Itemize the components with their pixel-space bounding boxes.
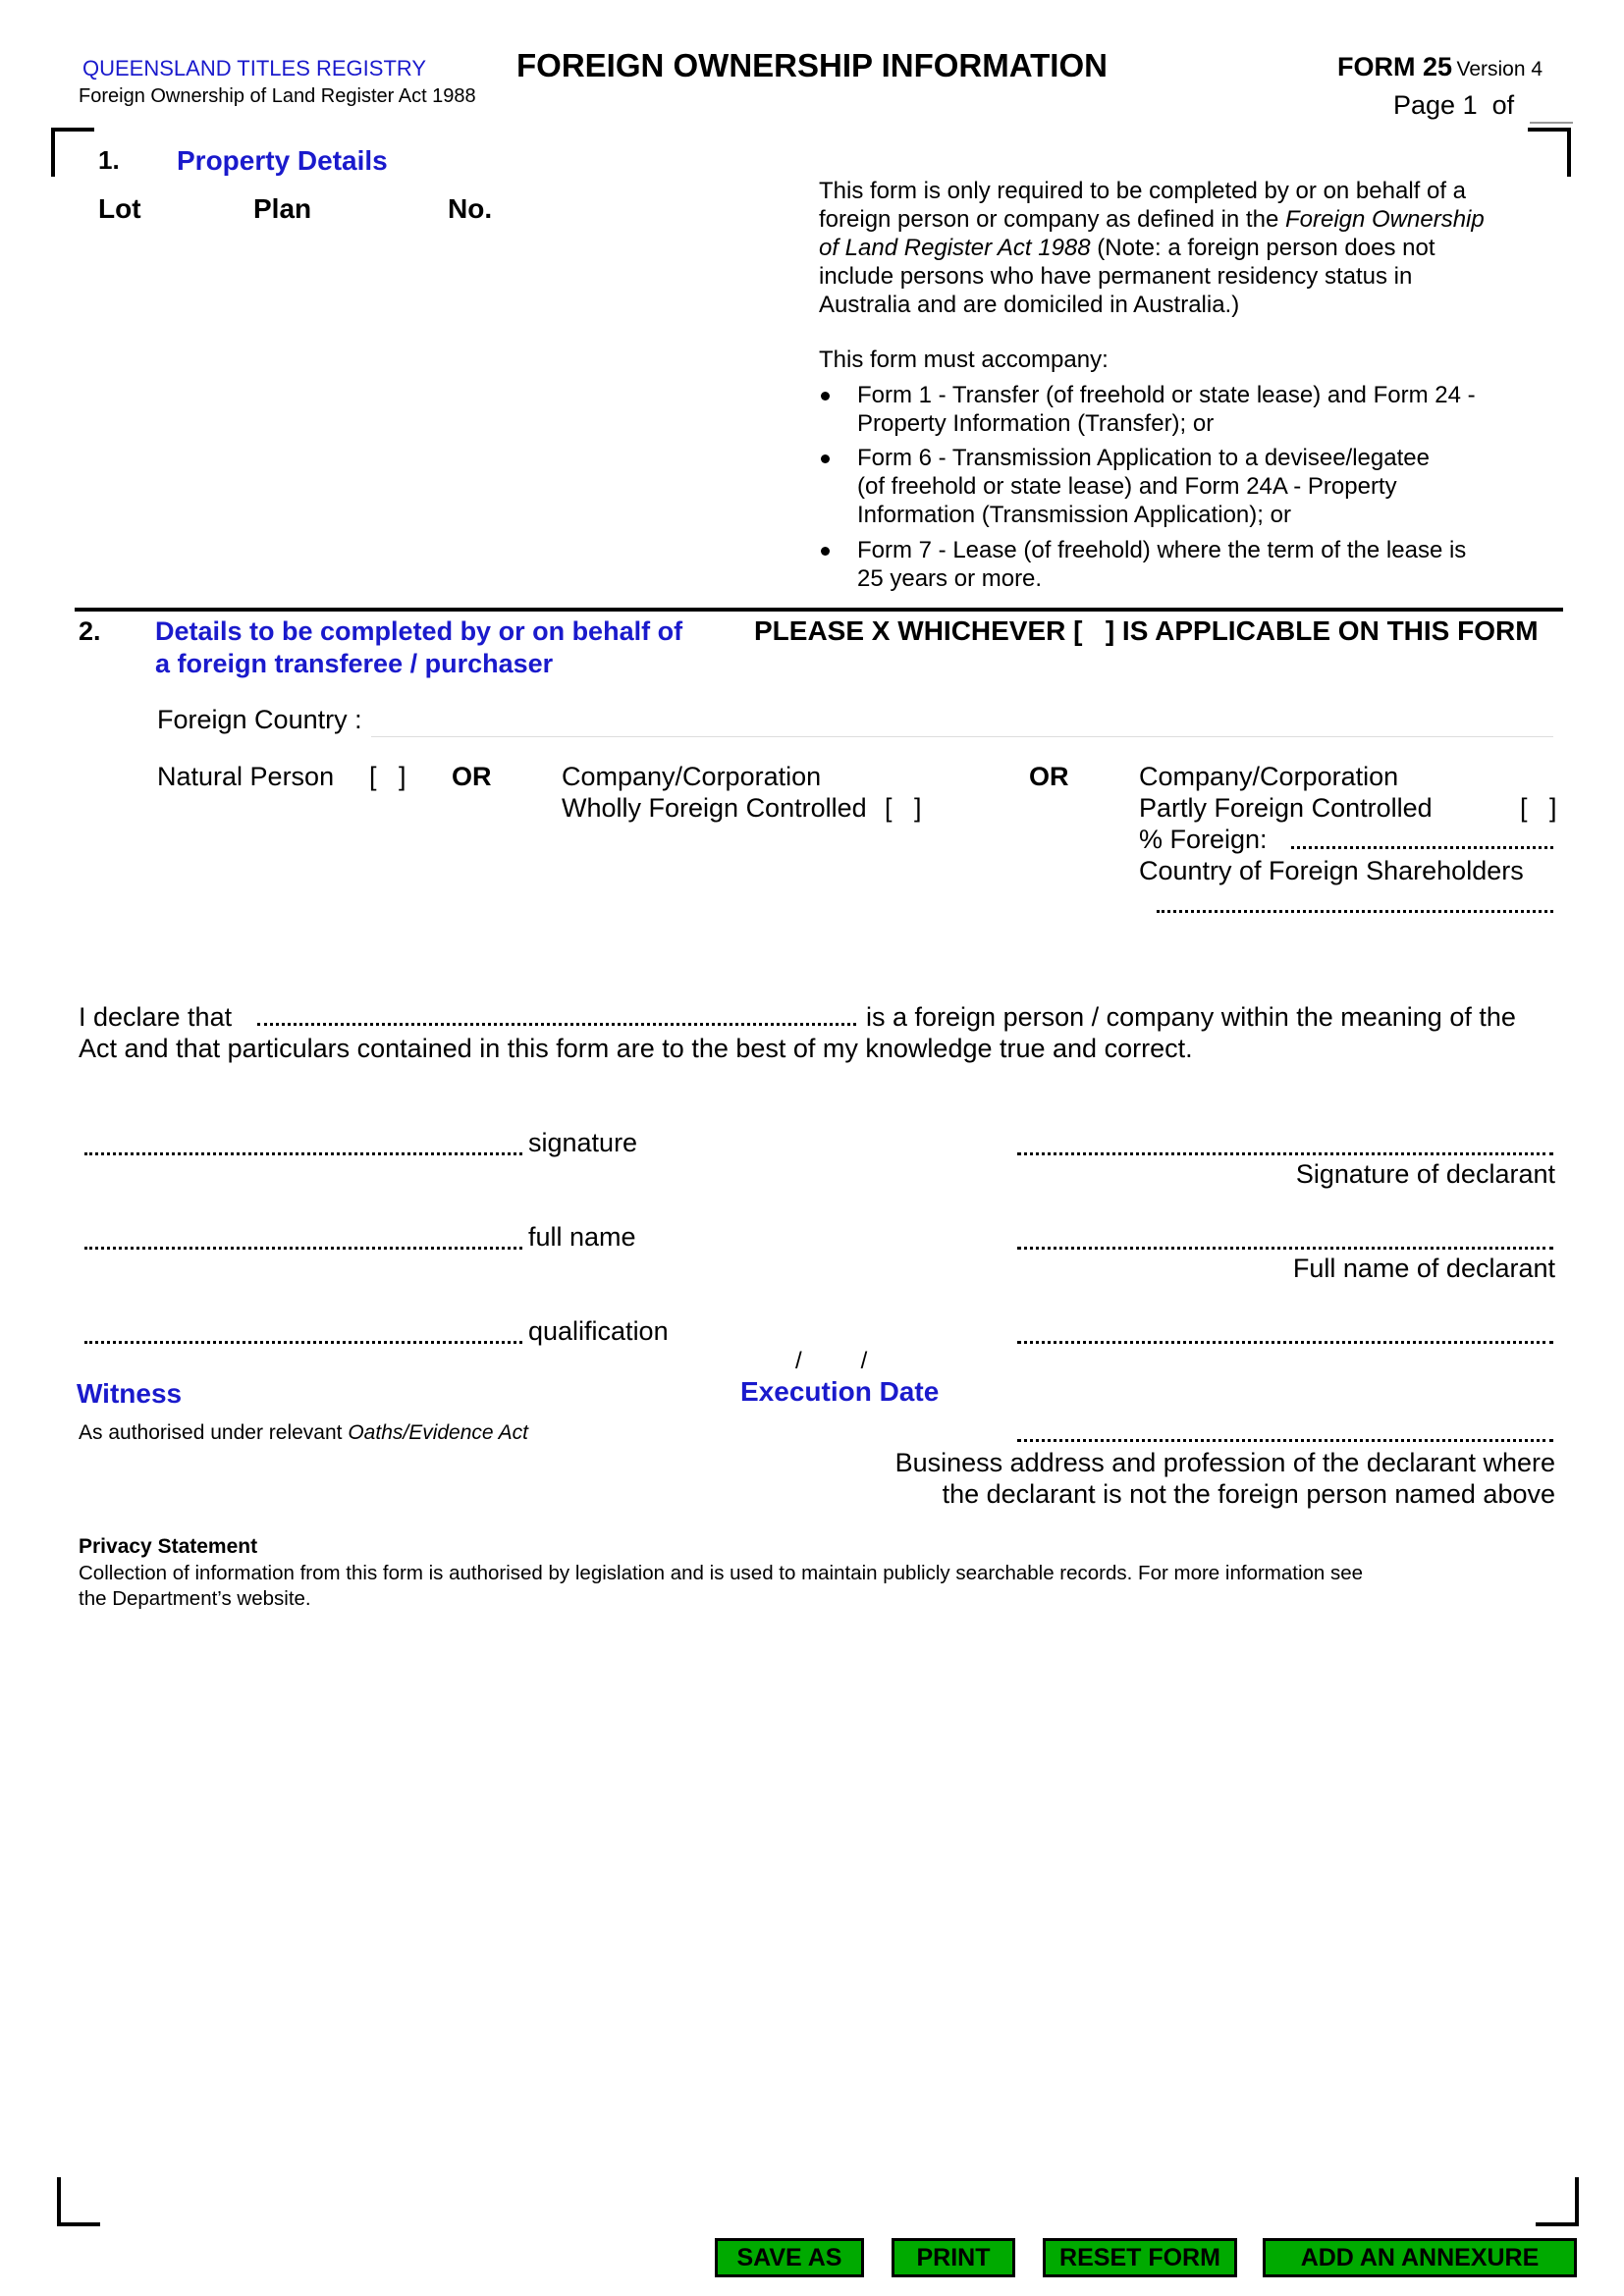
business-address-label (895, 1447, 1555, 1510)
or-label: OR (452, 762, 492, 791)
business-address-input[interactable] (1017, 1313, 1557, 1345)
intro-text-part: (Note: a foreign person does not (1090, 235, 1435, 261)
bullet-icon (821, 547, 830, 556)
intro-line: include persons who have permanent residency status in (819, 263, 1413, 290)
section1-number: 1. (98, 145, 120, 175)
declare-line2: Act and that particulars contained in this form are to the best of my knowledge true and correct. (79, 1034, 1193, 1063)
percent-foreign-label: % Foreign: (1139, 825, 1268, 854)
section2-heading (155, 615, 682, 680)
section2-heading-line: a foreign transferee / purchaser (155, 649, 554, 678)
execution-date-heading: Execution Date (740, 1376, 940, 1407)
authorised-note (79, 1421, 528, 1445)
natural-person-checkbox[interactable]: [ ] (369, 762, 406, 791)
reset-form-button[interactable]: RESET FORM (1043, 2238, 1237, 2277)
selection-instruction: PLEASE X WHICHEVER [ ] IS APPLICABLE ON THIS FORM (754, 615, 1539, 646)
page-number: 1 (1462, 90, 1478, 120)
intro-text-part: foreign person or company as defined in the (819, 206, 1285, 233)
execution-day-input[interactable] (746, 1349, 795, 1378)
act-reference: Foreign Ownership (1284, 206, 1485, 233)
authorised-text: As authorised under relevant (79, 1421, 349, 1444)
intro-text (819, 177, 1536, 319)
company-wholly-label (562, 761, 867, 824)
list-item-line: 25 years or more. (857, 565, 1043, 592)
corner-mark-top-left (51, 128, 94, 177)
list-item-line: Form 1 - Transfer (of freehold or state lease) and Form 24 - (857, 382, 1476, 408)
registry-name: QUEENSLAND TITLES REGISTRY (82, 56, 427, 80)
act-name: Foreign Ownership of Land Register Act 1988 (79, 85, 476, 107)
percent-foreign-input[interactable] (1291, 821, 1557, 852)
company-label: Company/Corporation (562, 762, 822, 791)
declarant-signature-line (1017, 1152, 1553, 1155)
full-name-declarant-label: Full name of declarant (1292, 1254, 1555, 1283)
witness-heading: Witness (77, 1378, 183, 1409)
accompany-label: This form must accompany: (819, 347, 1109, 373)
corner-mark-top-right (1528, 128, 1571, 177)
business-address-label-line: Business address and profession of the declarant where (894, 1448, 1555, 1477)
execution-month-input[interactable] (815, 1349, 868, 1378)
section1-heading: Property Details (177, 145, 388, 176)
intro-line: This form is only required to be completed by or on behalf of a (819, 178, 1467, 204)
privacy-line: the Department’s website. (79, 1587, 311, 1610)
list-item (857, 536, 1525, 593)
privacy-line: Collection of information from this form is authorised by legislation and is used to maintain publicly searchable records. For more information see (79, 1562, 1364, 1584)
partly-foreign-label: Partly Foreign Controlled (1139, 793, 1433, 823)
bullet-icon (821, 454, 830, 463)
wholly-foreign-label (562, 792, 867, 824)
foreign-country-label: Foreign Country : (157, 705, 362, 734)
execution-year-input[interactable] (876, 1349, 948, 1378)
corner-mark-bottom-right (1536, 2177, 1579, 2226)
column-plan: Plan (253, 193, 312, 224)
list-item-line: Information (Transmission Application); or (857, 502, 1291, 528)
page-label: Page (1393, 90, 1456, 120)
declared-person-input[interactable] (257, 995, 860, 1027)
list-item-line: Property Information (Transfer); or (857, 410, 1215, 437)
full-name-label: full name (528, 1222, 636, 1252)
foreign-country-input[interactable] (371, 699, 1553, 737)
form-label: FORM 25 (1337, 52, 1453, 81)
print-button[interactable]: PRINT (892, 2238, 1015, 2277)
list-item-line: (of freehold or state lease) and Form 24A - Property (857, 473, 1397, 500)
business-profession-input[interactable] (1017, 1412, 1557, 1443)
page-total-input[interactable] (1530, 90, 1573, 124)
qualification-label: qualification (528, 1316, 669, 1346)
declare-suffix: is a foreign person / company within the meaning of the (866, 1002, 1516, 1032)
page-title: FOREIGN OWNERSHIP INFORMATION (516, 47, 1108, 83)
intro-line (819, 234, 1536, 262)
lot-input[interactable] (98, 236, 240, 273)
signature-label: signature (528, 1128, 638, 1157)
section2-heading-line: Details to be completed by or on behalf of (155, 616, 683, 646)
section-divider (75, 608, 1563, 612)
wholly-foreign-checkbox[interactable]: [ ] (885, 793, 922, 823)
of-label: of (1491, 90, 1515, 120)
form-version: Version 4 (1456, 58, 1543, 80)
page-indicator (1393, 90, 1514, 121)
partly-foreign-checkbox[interactable]: [ ] (1520, 793, 1557, 823)
add-annexure-button[interactable]: ADD AN ANNEXURE (1263, 2238, 1577, 2277)
list-item (857, 381, 1525, 438)
list-item (857, 444, 1525, 529)
save-as-button[interactable]: SAVE AS (715, 2238, 864, 2277)
act-reference: Oaths/Evidence Act (348, 1421, 528, 1444)
act-reference: of Land Register Act 1988 (819, 235, 1091, 261)
declarant-full-name-input[interactable] (1017, 1219, 1557, 1251)
witness-full-name-input[interactable] (84, 1219, 526, 1251)
witness-qualification-input[interactable] (84, 1313, 526, 1345)
corner-mark-bottom-left (57, 2177, 100, 2226)
form-number (1337, 52, 1543, 82)
privacy-text (79, 1561, 1551, 1612)
column-lot: Lot (98, 193, 141, 224)
country-shareholders-label: Country of Foreign Shareholders (1139, 856, 1524, 885)
or-label: OR (1029, 762, 1069, 791)
number-input[interactable] (448, 236, 785, 273)
company-label: Company/Corporation (1139, 762, 1399, 791)
shareholders-country-input[interactable] (1157, 883, 1557, 915)
intro-line: Australia and are domiciled in Australia.) (819, 292, 1240, 318)
witness-signature-line (84, 1152, 522, 1155)
date-separator: / / (795, 1348, 868, 1374)
declare-prefix: I declare that (79, 1002, 233, 1032)
signature-declarant-label: Signature of declarant (1295, 1159, 1555, 1189)
wholly-foreign-text: Wholly Foreign Controlled (562, 793, 867, 823)
plan-input[interactable] (253, 236, 434, 273)
column-no: No. (448, 193, 493, 224)
section2-number: 2. (79, 616, 101, 646)
list-item-line: Form 7 - Lease (of freehold) where the term of the lease is (857, 537, 1467, 563)
privacy-heading: Privacy Statement (79, 1535, 258, 1558)
business-address-label-line: the declarant is not the foreign person named above (942, 1479, 1555, 1509)
list-item-line: Form 6 - Transmission Application to a devisee/legatee (857, 445, 1430, 471)
bullet-icon (821, 392, 830, 400)
intro-line (819, 205, 1536, 234)
natural-person-label: Natural Person (157, 762, 335, 791)
